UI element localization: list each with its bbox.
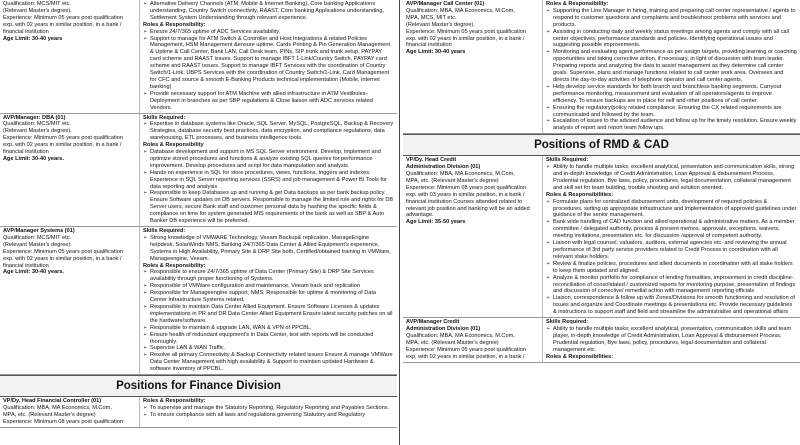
- callcenter-line-1: Qualification: MBA, MA Economics, M.Com,: [406, 7, 515, 14]
- dba-line-6: Age Limit: 30-40 years.: [3, 155, 64, 162]
- vp-credit-line-4: exp. with 03 years in similar position, in a bank /: [406, 191, 525, 198]
- vp-credit-line-8: Age Limit: 35-50 years: [406, 219, 466, 226]
- avp-credit-line-2: MPA, etc. (Relevant Master's degree): [406, 339, 499, 346]
- position-systems-requirements: [0, 227, 140, 374]
- callcenter-line-2: MPA, MCS, MIT etc.: [406, 14, 457, 21]
- callcenter-line-4: Experience: Minimum 05 years post qualification: [406, 28, 527, 35]
- vp-credit-line-2: MPA, etc. (Relevant Master's degree): [406, 177, 499, 184]
- systems-bullet-1: ➢ Strong knowledge of VMWARE Technology, Veeam Backup& replication, ManageEngine helpdesk, SolarWinds NMS, Banking 24/7/365 Data Center & Allied Equipment's experience, Systems in High Availability, Primary Site & DRP Site both, Certified/obtained training in VMWare, Manageengine, Veeam.: [150, 235, 394, 263]
- position-callcenter-block: [403, 0, 800, 134]
- dba-line-5: financial institution: [3, 149, 49, 156]
- finance-line-3: Experience: Minimum 08 years post qualification: [3, 418, 124, 425]
- section-finance-heading: Positions for Finance Division: [0, 375, 397, 397]
- vp-credit-bullet-7: ➢ Liaison, correspondence & follow up with Zones/Divisions for smooth functioning and resolution of issues and organize and Coordinate meetings & presentations etc. Provide necessary guidelines & instructions to support staff and field and streamline the administrative and operational affairs: [553, 295, 797, 316]
- adc-bullet-3: ➢ Support to manage for ATM Switch & Controller and Host Integrations & related Policies Management, HSM Management &ensure uptime, Cards Printing & Pin Generation Management & Uptime & Call Center, Bank LAN, Call Desk team, PINs, SIP trunk and trunk setup, PAYPAY card scheme and RAAST issues. Support to manage IBFT 1-Link/Country Switch, PAYPAY card scheme and RAAST issues. Support to manage IBFT Services with the coordination of Country Switch/1-Link, UBPS Services with the coordination of Country Switch/1-Link, Card Management for CFC and source & smooth E-Banking Products technical implementation (Mobile, internet banking): [150, 36, 394, 91]
- systems-line-3: Experience: Minimum 05 years post qualification: [3, 248, 124, 255]
- position-dba-duties: [140, 114, 397, 227]
- systems-line-2: (Relevant Master's degree).: [3, 241, 72, 248]
- systems-bullet-6: ➢ Responsible to maintain & upgrade LAN, WAN & VPN of PPCBL.: [150, 325, 394, 332]
- column-divider: [399, 0, 400, 445]
- adc-line-3: Experience: Minimum 05 years post qualification: [3, 14, 124, 21]
- finance-title: VP/Dy. Head Financial Controller (01): [3, 398, 102, 405]
- dba-title: AVP/Manager: DBA (01): [3, 114, 66, 121]
- position-avp-credit-requirements: [403, 318, 543, 361]
- position-finance-duties: [140, 397, 397, 427]
- vp-credit-bullet-6: ➢ Analyze & monitor portfolio for compliance of lending formalities, improvement in credit discipline-reconciliation of consolidated / customized reports for monitoring purpose, presentation of findings and discussion of corrective/ remedial action with management/ reporting officials: [553, 275, 797, 296]
- vp-credit-line-1: Qualification: MBA, MA Economics, M.Com,: [406, 171, 515, 178]
- dba-line-1: Qualification: MCS/MIT etc.: [3, 121, 71, 128]
- position-adc-block: [0, 0, 397, 114]
- finance-roles-heading: Roles & Responsibility:: [143, 398, 206, 405]
- systems-bullet-5: ➢ Responsible to maintain Data Center Allied Equipment. Ensure Software Licenses & updates implementations in PR and DR Data Center Allied Equipment Ensure latest security patches on all the hardware/software.: [150, 304, 394, 325]
- adc-line-4: exp. with 02 years in similar position, in a bank /: [3, 21, 122, 28]
- callcenter-line-5: exp. with 02 years in similar position, in a bank /: [406, 35, 525, 42]
- vp-credit-bullet-4: ➢ Liaison with legal counsel, valuators, auditors, external agencies etc. and reviewing the annual performance of 3rd party service providers related to Credit Process in coordination with all relevant stake holders.: [553, 240, 797, 261]
- avp-credit-roles-heading: Roles & Responsibilities:: [546, 353, 614, 360]
- dba-skills-heading: Skills Required:: [143, 114, 186, 121]
- position-dba-block: [0, 114, 397, 228]
- callcenter-bullet-6: ➢ Escalation of issues to the advised audience and follow up for the timely resolution. Ensure weekly analysis of report and report team follow ups.: [553, 118, 797, 132]
- systems-bullet-7: ➢ Ensure health of redundant equipment's in Data Center, test with reports will be conducted thoroughly.: [150, 332, 394, 346]
- systems-line-1: Qualification: MCS/MIT etc.: [3, 234, 71, 241]
- position-systems-block: [0, 227, 397, 375]
- dba-line-3: Experience: Minimum 05 years post qualification: [3, 135, 124, 142]
- position-callcenter-duties: [543, 0, 800, 133]
- avp-credit-line-1: Qualification: MBA, MA Economics, M.Com,: [406, 332, 515, 339]
- vp-credit-line-5: financial institution Courses attended related to: [406, 198, 523, 205]
- position-finance-block: [0, 397, 397, 428]
- position-dba-requirements: [0, 114, 140, 227]
- finance-bullet-2: ➢ To ensure compliance with all laws and regulations governing Statutory and Regulatory: [150, 412, 394, 419]
- callcenter-bullet-4: ➢ Help develop service standards for both branch and branchless banking segments. Carryout performance monitoring, measurement and evaluation of all operators/agents to improve efficiency. To ensure backups are in place for self and other positions of call center.: [553, 84, 797, 105]
- vp-credit-skills-heading: Skills Required:: [546, 157, 589, 164]
- vp-credit-title: VP/Dy. Head Credit: [406, 157, 457, 164]
- vp-credit-bullet-5: ➢ Review & finalize policies, procedures and allied documents in coordination with all stake holders to keep them updated and aligned.: [553, 261, 797, 275]
- avp-credit-line-4: exp. with 02 years in similar position, in a bank /: [406, 353, 525, 360]
- position-adc-duties: [140, 0, 397, 113]
- adc-line-6: Age Limit: 30-40 years: [3, 35, 63, 42]
- position-vp-credit-block: [403, 156, 800, 318]
- callcenter-line-6: financial institution: [406, 42, 452, 49]
- adc-bullet-1: ➢ Alternative Delivery Channels (ATM, Mobile & Internet Banking), Core banking Applications understanding, Country Switch connectivity, RAAST, Core banking Applications understanding, Settlement System Understanding through relevant experience.: [150, 1, 394, 22]
- position-vp-credit-requirements: [403, 156, 543, 317]
- adc-heading: Roles & Responsibility:: [143, 21, 206, 28]
- dba-bullet-3: ➢ Hands on experience in SQL for store procedures, views, functions, triggers and indexes. Experience in SQL Server reporting services (SSRS) and job management & Power BI Tools for data reporting and analysis: [150, 170, 394, 191]
- avp-credit-line-3: Experience: Minimum 05 years post qualification: [406, 346, 527, 353]
- systems-line-4: exp. with 02 years in similar position, in a bank /: [3, 255, 122, 262]
- position-callcenter-requirements: [403, 0, 543, 133]
- callcenter-line-3: (Relevant Master's degree).: [406, 21, 475, 28]
- dba-line-2: (Relevant Master's degree).: [3, 128, 72, 135]
- dba-line-4: exp. with 02 years in similar position, in a bank /: [3, 142, 122, 149]
- dba-bullet-1: ➢ Expertise in database systems like Oracle, SQL Server, MySQL, PostgreSQL, Backup & Recovery Strategies, database security best practices, data encryption, and compliance regulations, data warehousing, ETL processes, and business intelligence tools.: [150, 121, 394, 142]
- avp-credit-title: AVP/Manager Credit: [406, 319, 460, 326]
- dba-roles-heading: Roles & Responsibility: [143, 142, 204, 149]
- systems-bullet-3: ➢ Responsible of VMWare configuration and maintenance, Veeam back and replication: [150, 283, 394, 290]
- callcenter-roles-heading: Roles & Responsibility:: [546, 1, 609, 7]
- avp-credit-skills-heading: Skills Required:: [546, 319, 589, 326]
- callcenter-bullet-5: ➢ Ensuring the regulatory/policy related compliance. Ensuring the CX related requirements are communicated and followed by the team.: [553, 105, 797, 119]
- position-adc-requirements: [0, 0, 140, 113]
- left-column: [0, 0, 397, 445]
- vp-credit-line-7: advantage.: [406, 212, 434, 219]
- position-finance-requirements: [0, 397, 140, 427]
- finance-line-2: MPA, etc. (Relevant Master's degree): [3, 411, 96, 418]
- adc-bullet-4: ➢ Provide necessary support for ATM Machine with allied infrastructure in ATM Vestibules-Deployment in branches as per SBP regulations & Close liaison with ADC services related Vendors.: [150, 91, 394, 112]
- systems-line-6: Age Limit: 30-40 years.: [3, 269, 64, 276]
- systems-line-5: financial institution: [3, 262, 49, 269]
- right-column: [403, 0, 800, 445]
- position-systems-duties: [140, 227, 397, 374]
- adc-line-2: (Relevant Master's degree).: [3, 7, 72, 14]
- callcenter-title: AVP/Manager Call Center (01): [406, 1, 485, 7]
- systems-bullet-9: ➢ Resolve all primary Connectivity & Backup Connectivity related issues Ensure & manage VMWare Data Center Management with high availability & Support to maintain updated Hardware & software inventory of PPCBL.: [150, 352, 394, 373]
- adc-bullet-2: ➢ Ensure 24/7/365 uptime of ADC Services availability.: [150, 29, 394, 36]
- avp-credit-bullet-1: ➢ Ability to handle multiple tasks; excellent analytical, presentation, communication skills and team player, in-depth knowledge of Credit Administration, Loan Approval & disbursement Process, Prudential regulation, Bye laws, policy, procedures, legal documentation and collateral management etc.: [553, 326, 797, 354]
- position-vp-credit-duties: [543, 156, 800, 317]
- finance-bullet-1: ➢ To supervise and manage the Statutory Reporting, Regulatory Reporting and Payables Sections.: [150, 405, 394, 412]
- callcenter-bullet-2: ➢ Assisting in conducting daily and weekly status meetings among agents and comply with all call center objectives, performance standards and policies. Identifying operational issues and suggesting possible improvements.: [553, 29, 797, 50]
- systems-bullet-8: ➢ Supervise LAN & WAN Traffic.: [150, 345, 394, 352]
- vp-credit-roles-heading: Roles & Responsibilities:: [546, 191, 614, 198]
- adc-line-1: Qualification: MCS/MIT etc.: [3, 1, 71, 7]
- section-rmd-heading: Positions of RMD & CAD: [403, 134, 800, 156]
- dba-bullet-4: ➢ Responsible to keep Databases up and running & get Data backups as per bank backup policy. Ensure Software updates on DB servers. Responsible to manage the limited role and rights for DB Server users, secure Bank staff and customer personal data by hashing the specific fields & compliance on time for system generated MIS requirements of the bank as well as SBP & Auto Banker DB experience will be preferred.: [150, 190, 394, 225]
- position-avp-credit-duties: [543, 318, 800, 361]
- systems-bullet-4: ➢ Responsible for Manageengine support, NMS. Responsible for uptime & monitoring of Data Center Infrastructure Systems related.: [150, 290, 394, 304]
- vp-credit-subtitle: Administration Division (01): [406, 164, 481, 171]
- callcenter-line-7: Age Limit: 30-40 years: [406, 49, 466, 56]
- vp-credit-bullet-1: ➢ Ability to handle multiple tasks; excellent analytical, presentation and communication skills, strong and in-depth knowledge of Credit Administration, Loan Approval & disbursement Process, Prudential regulation, Bye laws, policy, procedures, legal documentation, collateral management and skill set for team building, trouble shooting and solution oriented.: [553, 164, 797, 192]
- dba-bullet-2: ➢ Database development and support in MS SQL Server environment. Develop, implement and optimize stored procedures and functions & analyze existing SQL queries for performance improvement. Develop procedures and script for data manipulation and analysis.: [150, 149, 394, 170]
- systems-skills-heading: Skills Required:: [143, 228, 186, 234]
- finance-line-1: Qualification: MBA, MA Economics, M.Com,: [3, 404, 112, 411]
- adc-line-5: financial institution: [3, 28, 49, 35]
- vp-credit-bullet-2: ➢ Formulate plans for centralized disbursement units, development of required policies & procedures, setting up appropriate infrastructure and implementation of approved guidelines under guidance of the senior management.: [553, 199, 797, 220]
- vp-credit-line-3: Experience: Minimum 08 years post qualification: [406, 184, 527, 191]
- systems-title: AVP/Manager Systems (01): [3, 228, 75, 234]
- systems-bullet-2: ➢ Responsible to ensure 24/7/365 uptime of Data Center (Primary Site) & DRP Site Services availability through proper functioning of Systems.: [150, 269, 394, 283]
- vp-credit-line-6: relevant job position and banking will be an added: [406, 205, 530, 212]
- avp-credit-subtitle: Administration Division (01): [406, 325, 481, 332]
- position-avp-credit-block: [403, 318, 800, 362]
- callcenter-bullet-1: ➢ Supporting the Line Manager in hiring, training and preparing call center representative / agents to respond to customer questions and complaints and troubleshoot problems with services and products.: [553, 8, 797, 29]
- systems-roles-heading: Roles & Responsibility:: [143, 262, 206, 269]
- vp-credit-bullet-3: ➢ Bank wide handling of CAD function and allied operational & administrative matters. As a member committee / delegated authority, process & present memos, approvals, exceptions, waivers, meeting invitations, presentation etc. for discussion /approval of competent authority.: [553, 219, 797, 240]
- callcenter-bullet-3: ➢ Monitoring and evaluating agent performance as per assign targets, providing learning or coaching opportunities and taking corrective action, if necessary, in light of discussion with team leader. Preparing reports and analyzing the data to assist management as they determine call center goals. Supervise, plans and manage functions related to call center work area. Oversees and directs the day-to-day activities of telephone operator and call center agents.: [553, 49, 797, 84]
